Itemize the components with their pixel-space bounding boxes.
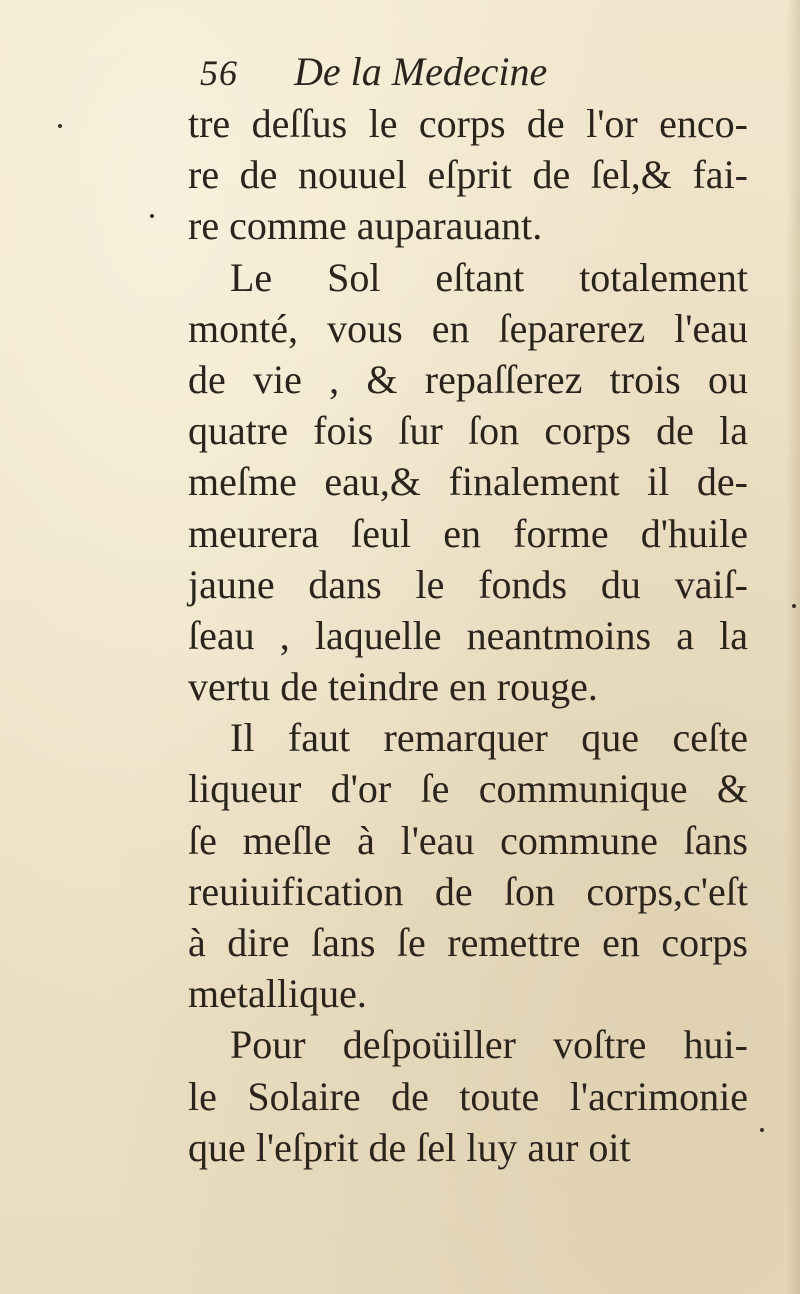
text-line: le Solaire de toute l'acrimonie	[188, 1073, 748, 1119]
ink-speck	[792, 604, 796, 608]
text-line: Le Sol eſtant totalement	[230, 254, 748, 300]
page-number: 56	[200, 53, 238, 93]
page-edge-shadow	[786, 0, 800, 1294]
text-line: que l'eſprit de ſel luy aur oit	[188, 1124, 631, 1170]
text-line: re comme auparauant.	[188, 203, 543, 249]
text-line: tre deſſus le corps de l'or enco-	[188, 101, 748, 146]
text-line: quatre fois ſur ſon corps de la	[188, 408, 748, 454]
ink-speck	[150, 214, 154, 218]
text-line: meſme eau,& finalement il de-	[188, 459, 748, 505]
text-line: metallique.	[188, 971, 367, 1017]
text-line: Pour deſpoüiller voſtre hui-	[230, 1022, 748, 1068]
running-head: De la Medecine	[294, 49, 548, 94]
text-line: ſeau , laquelle neantmoins a la	[188, 612, 748, 658]
text-line: à dire ſans ſe remettre en corps	[188, 920, 748, 965]
text-line: ſe meſle à l'eau commune ſans	[188, 817, 748, 863]
text-line: jaune dans le fonds du vaiſ-	[188, 561, 748, 607]
ink-speck	[58, 124, 62, 128]
text-line: Il faut remarquer que ceſte	[230, 715, 748, 761]
page-header	[200, 44, 700, 94]
text-line: de vie , & repaſſerez trois ou	[188, 356, 748, 402]
text-line: vertu de teindre en rouge.	[188, 664, 598, 710]
body-text	[188, 98, 748, 1173]
text-line: meurera ſeul en forme d'huile	[188, 510, 748, 556]
text-line: reuiuification de ſon corps,c'eſt	[188, 868, 748, 914]
text-line: re de nouuel eſprit de ſel,& fai-	[188, 152, 748, 198]
text-line: monté, vous en ſeparerez l'eau	[188, 305, 748, 351]
ink-speck	[760, 1128, 764, 1132]
text-line: liqueur d'or ſe communique &	[188, 766, 748, 812]
